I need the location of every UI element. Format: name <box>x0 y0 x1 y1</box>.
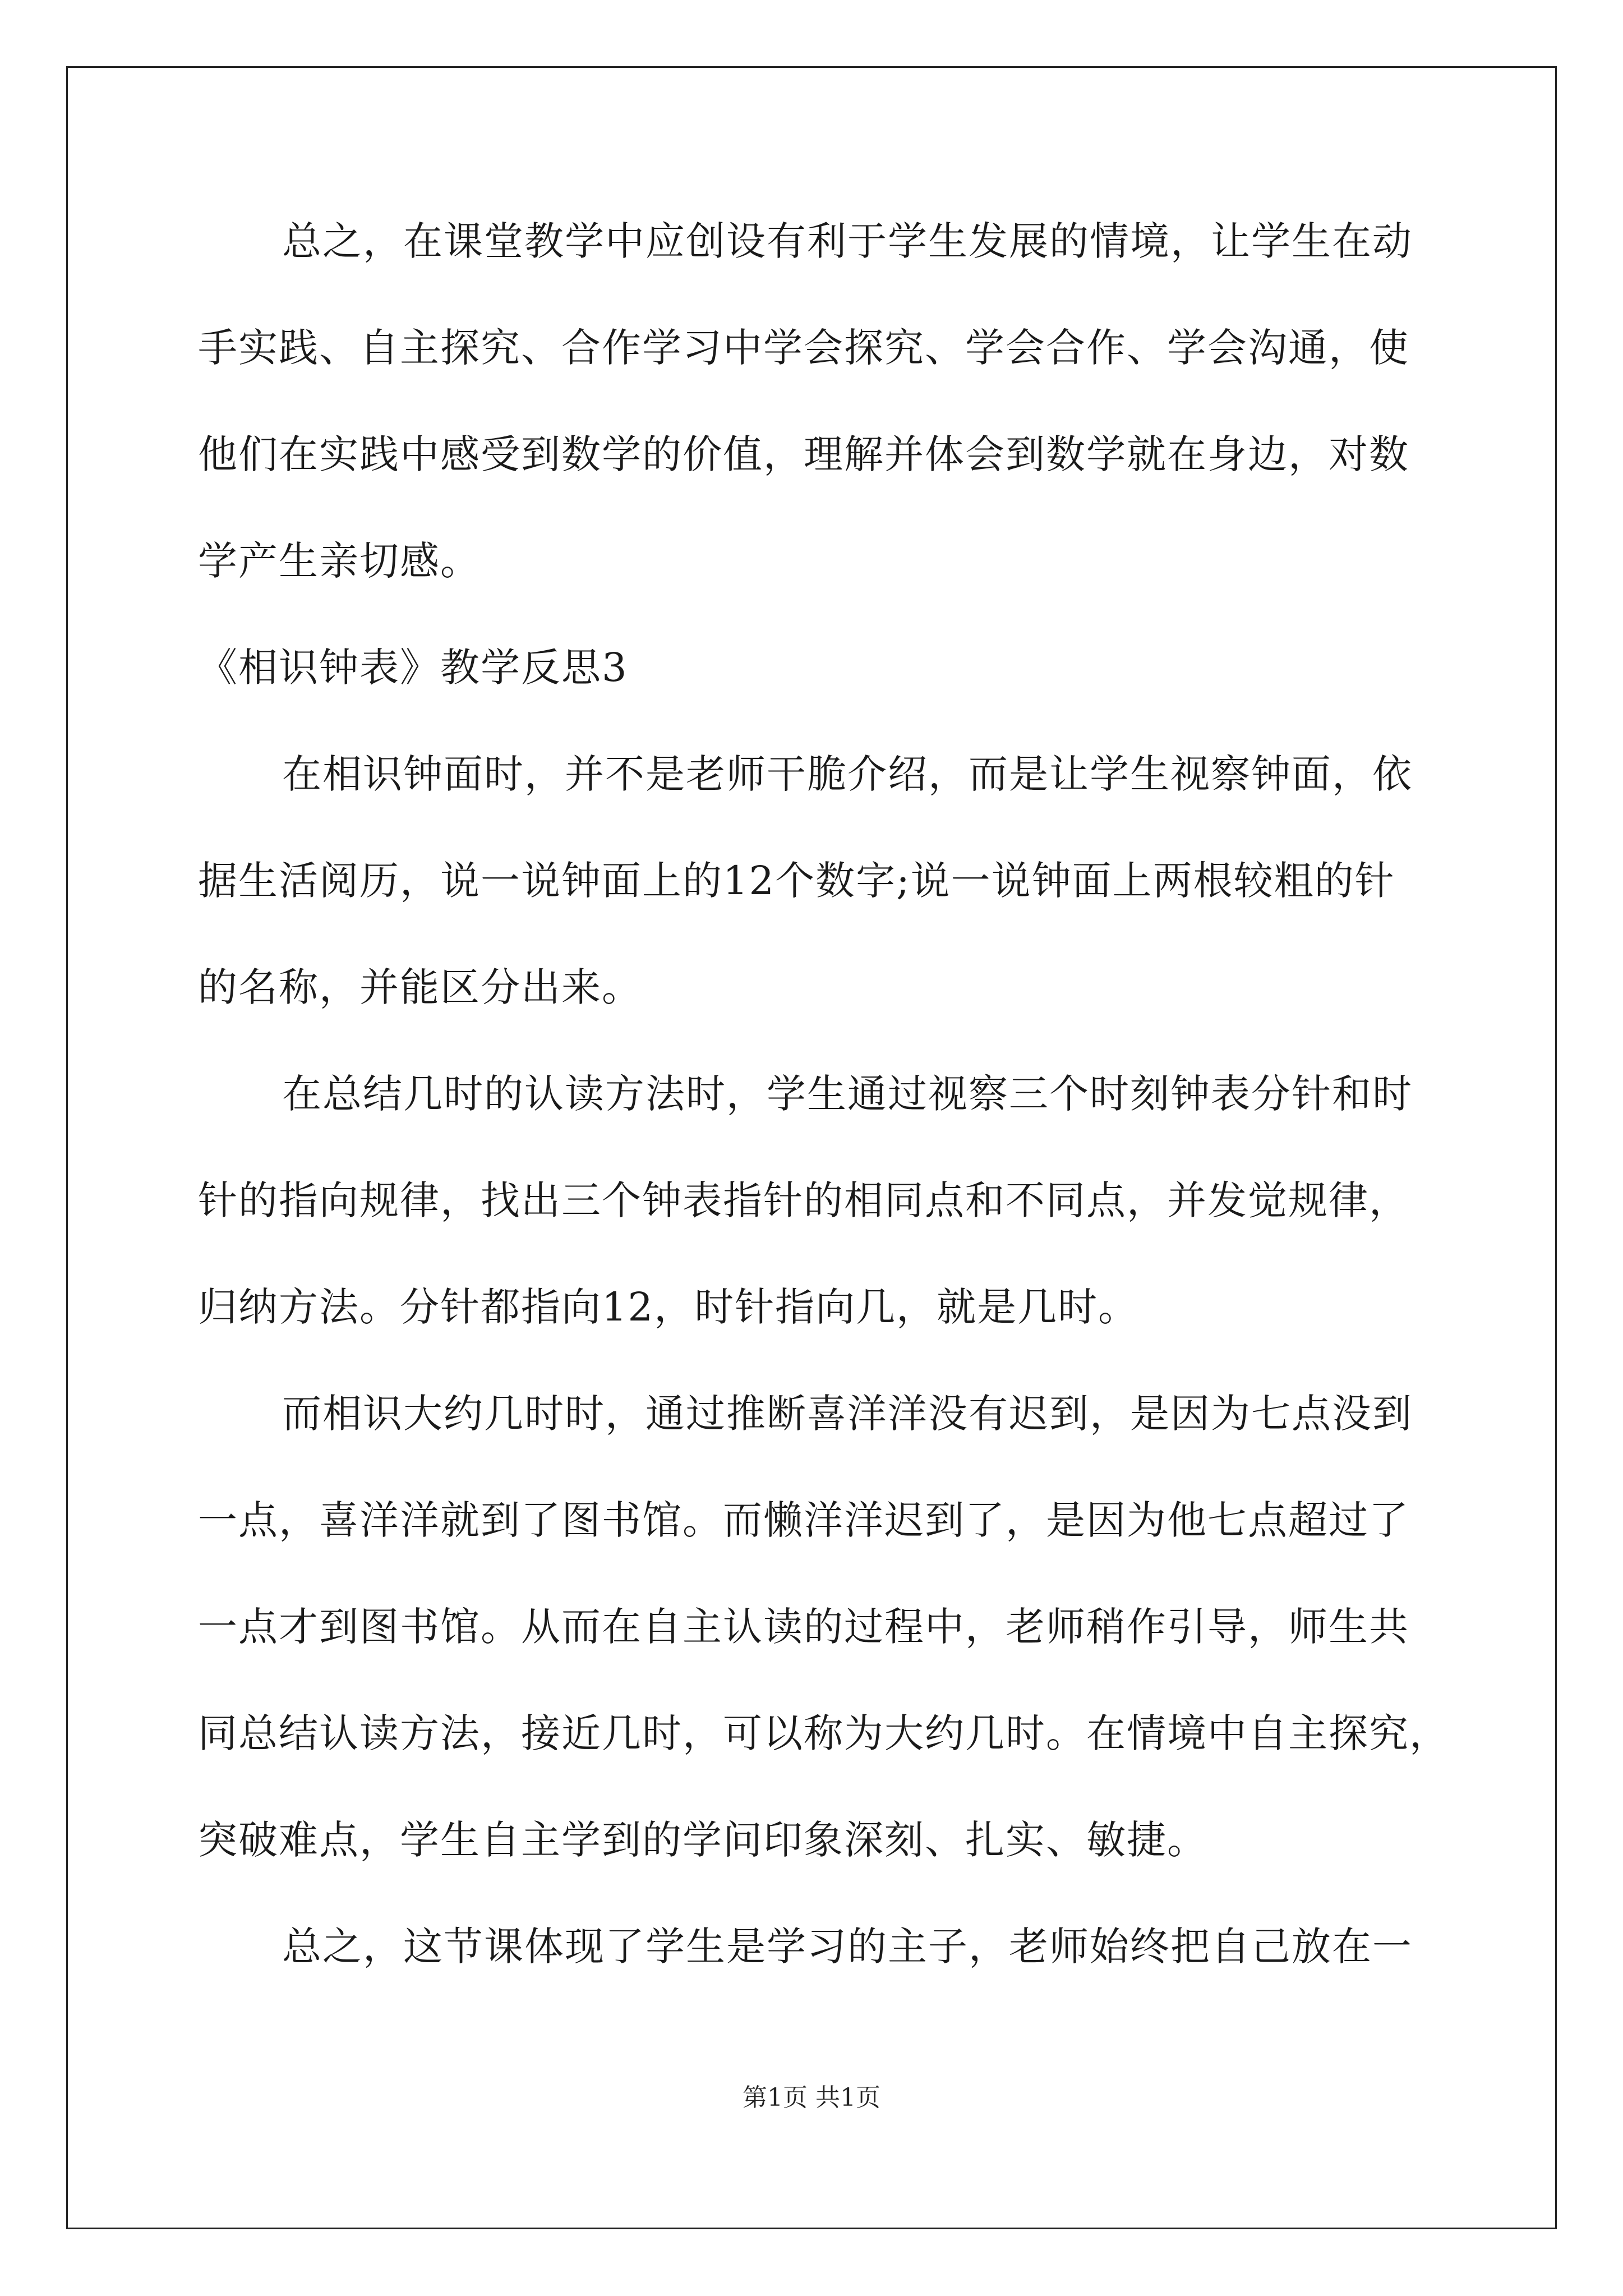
paragraph-line: 归纳方法。分针都指向12，时针指向几，就是几时。 <box>198 1284 1139 1330</box>
section-heading: 《相识钟表》教学反思3 <box>198 645 628 691</box>
paragraph-line: 的名称，并能区分出来。 <box>198 964 642 1010</box>
paragraph-line: 一点才到图书馆。从而在自主认读的过程中，老师稍作引导，师生共 <box>198 1604 1409 1650</box>
page-border <box>66 66 1557 2229</box>
paragraph-line: 一点，喜洋洋就到了图书馆。而懒洋洋迟到了，是因为他七点超过了 <box>198 1497 1409 1543</box>
paragraph-line: 针的指向规律，找出三个钟表指针的相同点和不同点，并发觉规律， <box>198 1177 1409 1223</box>
paragraph-line: 总之，这节课体现了学生是学习的主子，老师始终把自己放在一 <box>282 1924 1413 1970</box>
page-footer: 第1页 共1页 <box>743 2083 880 2112</box>
paragraph-line: 总之，在课堂教学中应创设有利于学生发展的情境，让学生在动 <box>282 218 1413 264</box>
paragraph-line: 突破难点，学生自主学到的学问印象深刻、扎实、敏捷。 <box>198 1817 1207 1863</box>
paragraph-line: 手实践、自主探究、合作学习中学会探究、学会合作、学会沟通，使 <box>198 325 1409 371</box>
paragraph-line: 而相识大约几时时，通过推断喜洋洋没有迟到，是因为七点没到 <box>282 1391 1413 1437</box>
paragraph-line: 学产生亲切感。 <box>198 538 481 584</box>
paragraph-line: 同总结认读方法，接近几时，可以称为大约几时。在情境中自主探究， <box>198 1710 1450 1756</box>
paragraph-line: 据生活阅历，说一说钟面上的12个数字;说一说钟面上两根较粗的针 <box>198 858 1395 904</box>
paragraph-line: 在总结几时的认读方法时，学生通过视察三个时刻钟表分针和时 <box>282 1071 1413 1117</box>
paragraph-line: 在相识钟面时，并不是老师干脆介绍，而是让学生视察钟面，依 <box>282 751 1413 797</box>
paragraph-line: 他们在实践中感受到数学的价值，理解并体会到数学就在身边，对数 <box>198 431 1409 477</box>
